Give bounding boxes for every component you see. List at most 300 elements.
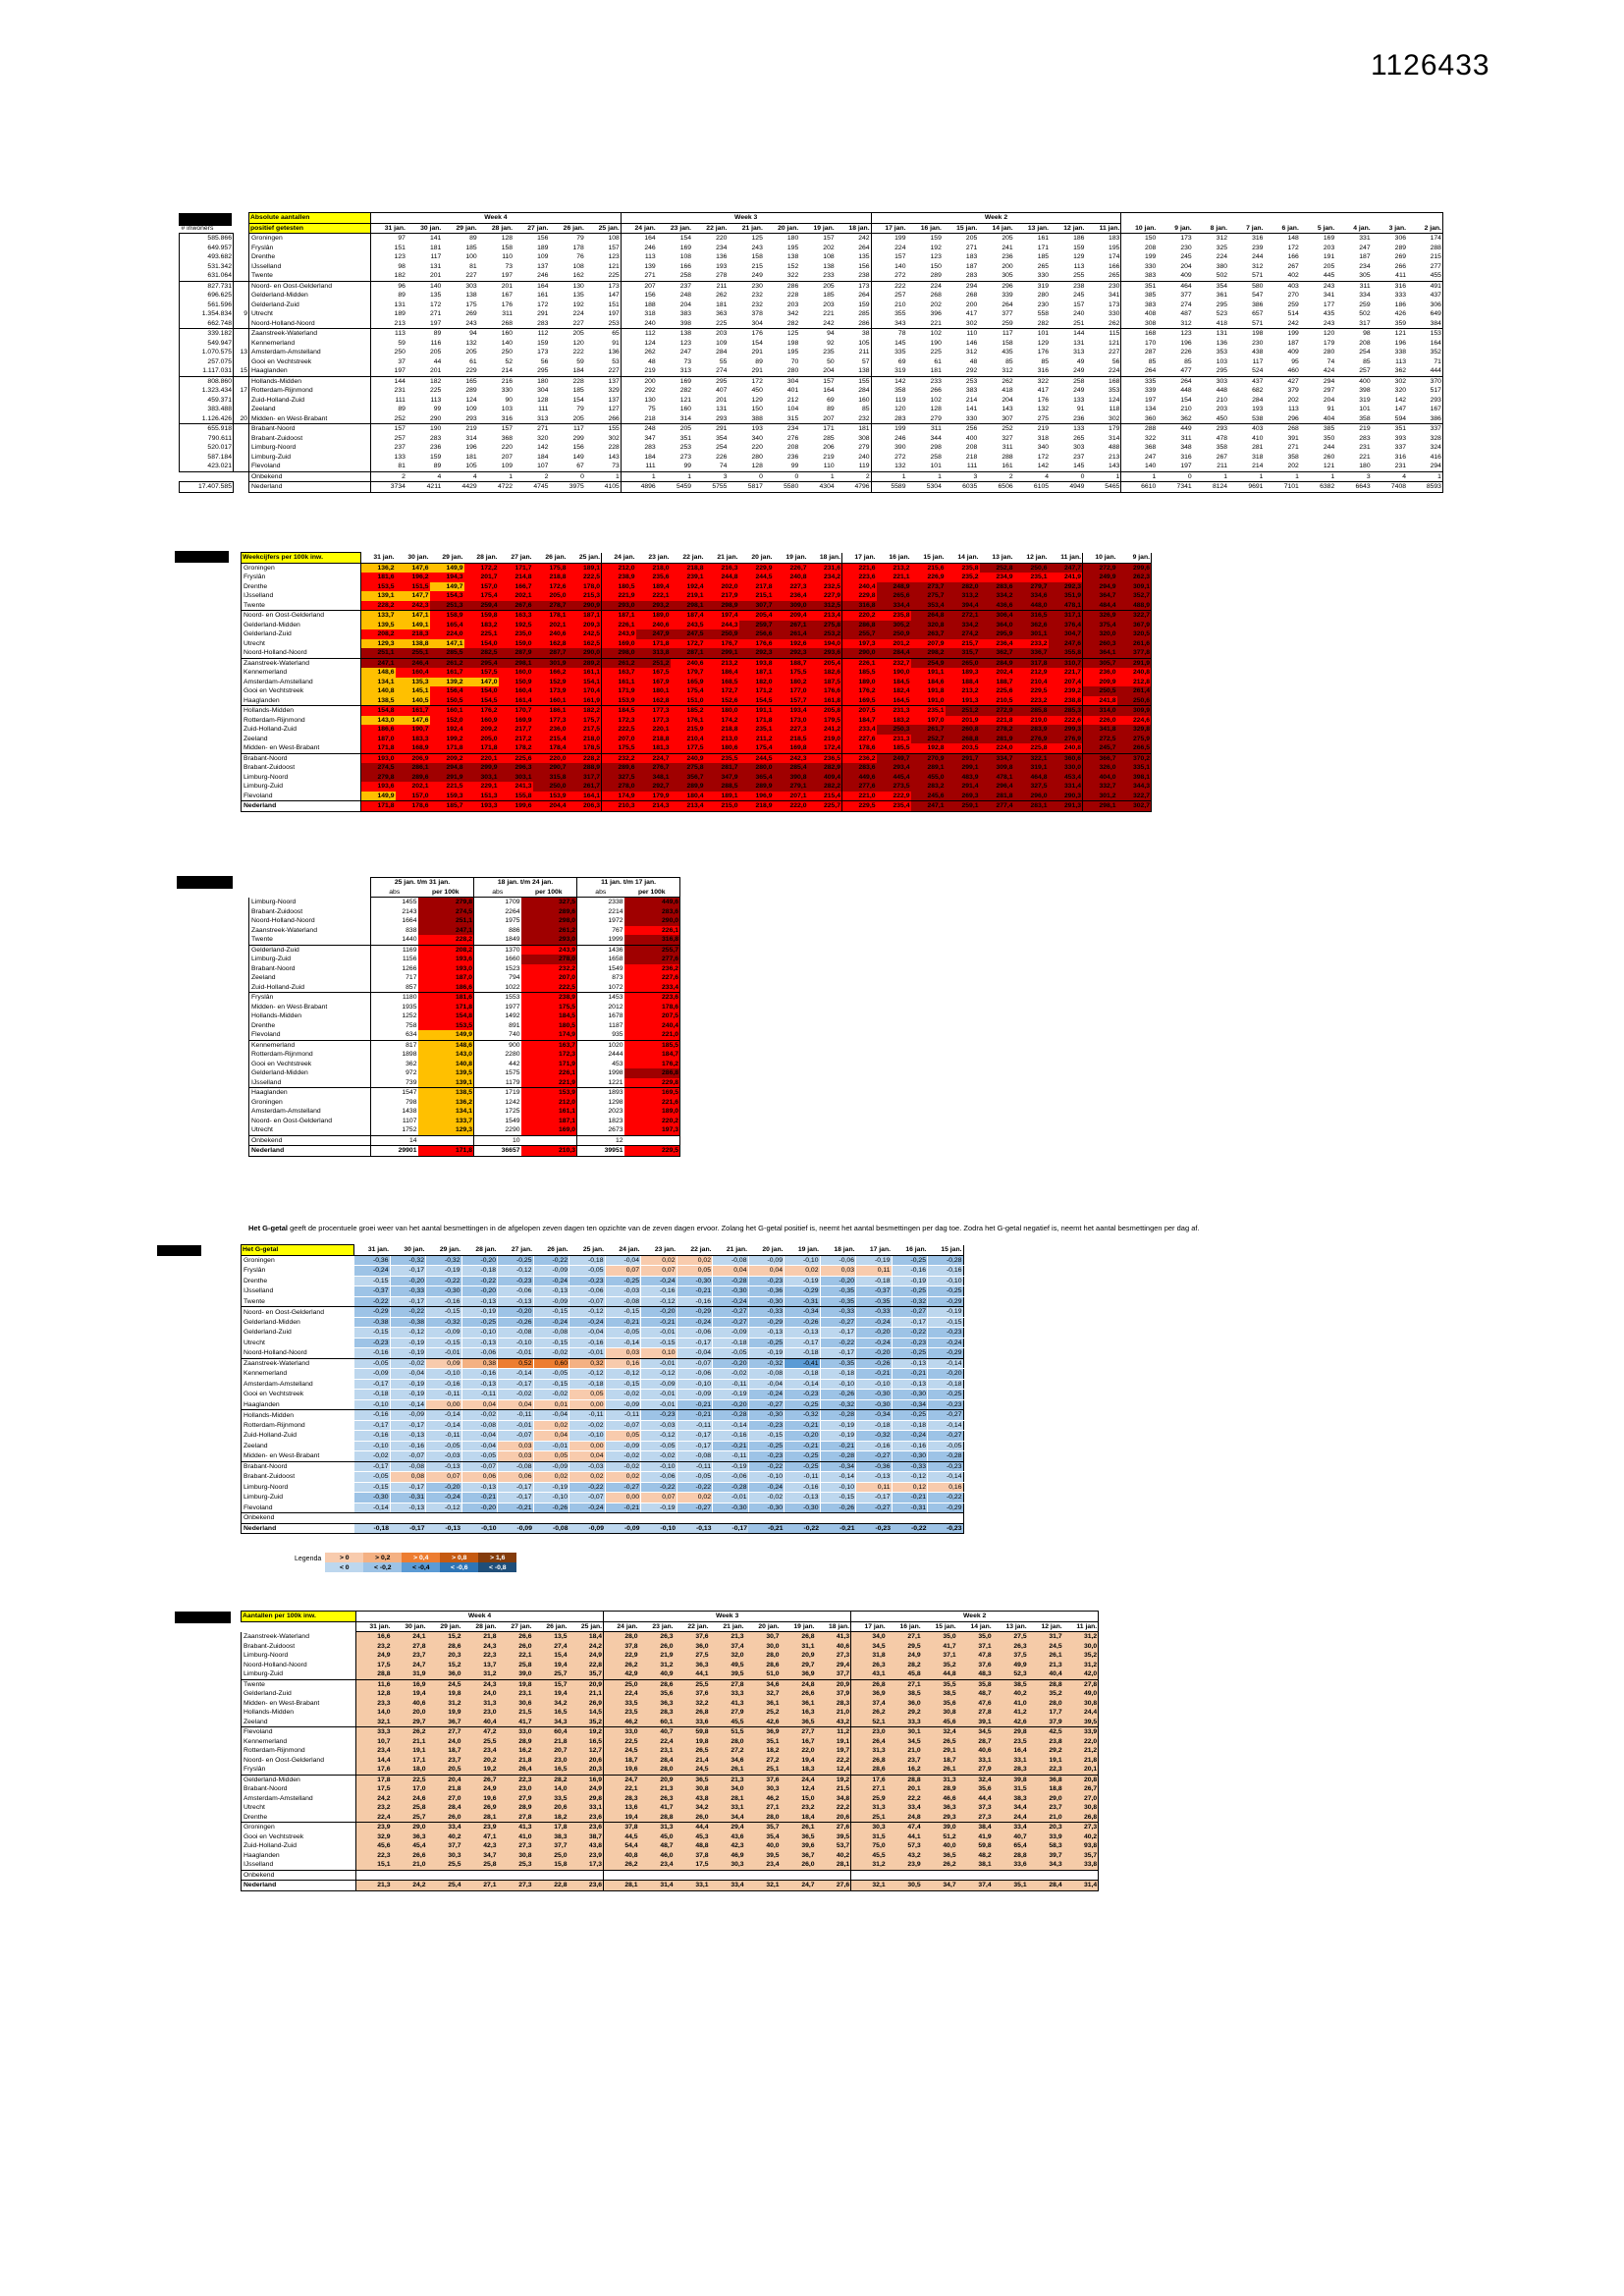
cell: 158 (501, 244, 514, 251)
cell: 243 (1300, 319, 1335, 329)
cell: 15,7 (533, 1679, 568, 1689)
cell: 28,0 (710, 1737, 745, 1747)
date-header: 25 jan. (568, 553, 602, 564)
cell: 27,6 (816, 1823, 851, 1832)
region-label: Zaanstreek-Waterland (249, 926, 371, 936)
cell: 156,4 (430, 686, 464, 696)
cell: 159,3 (430, 792, 464, 801)
cell: 238,9 (602, 573, 636, 582)
cell: 186 (1073, 235, 1085, 243)
date-header: 6 jan. (1264, 223, 1299, 234)
cell: -0,02 (569, 1420, 606, 1431)
cell: 226,7 (774, 563, 808, 573)
cell: 278,2 (980, 725, 1014, 735)
cell: -0,05 (426, 1441, 462, 1451)
cell: 739 (371, 1078, 418, 1088)
cell: 224,6 (1117, 716, 1152, 726)
cell: 216,3 (705, 563, 739, 573)
cell: 157 (1073, 301, 1085, 308)
cell: 283 (943, 271, 978, 281)
cell: 49 (1076, 357, 1085, 365)
row-number (234, 252, 249, 262)
cell: 154,0 (464, 686, 499, 696)
cell: 26,0 (427, 1813, 462, 1823)
cell: -0,22 (533, 1255, 569, 1266)
table-g-getal (241, 1244, 964, 1534)
region-label: Noord-Holland-Noord (249, 319, 371, 329)
cell: 367,9 (1117, 621, 1152, 630)
date-header: 22 jan. (671, 553, 705, 564)
cell: 27,5 (993, 1632, 1028, 1642)
cell: -0,05 (354, 1472, 391, 1483)
cell: 57 (862, 357, 870, 365)
cell: 18,2 (745, 1746, 781, 1756)
region-label: Utrecht (242, 1338, 354, 1348)
region-label: Brabant-Noord (242, 1461, 354, 1472)
cell: -0,21 (677, 1286, 713, 1297)
cell: 32,1 (851, 1881, 887, 1891)
cell: 322 (764, 271, 799, 281)
inwoners-value: 631.064 (180, 271, 234, 281)
cell: 28,8 (1028, 1679, 1063, 1689)
cell: 213,2 (705, 658, 739, 668)
cell: -0,23 (892, 1338, 928, 1348)
cell: 740 (474, 1030, 521, 1040)
cell: 302 (1394, 377, 1407, 385)
cell: 286,1 (396, 763, 430, 773)
cell: -0,20 (461, 1286, 498, 1297)
cell: 316 (1394, 282, 1407, 290)
cell: 221,9 (602, 591, 636, 601)
region-label: Flevoland (242, 1503, 354, 1513)
cell: 24,5 (1028, 1642, 1063, 1652)
cell: 261,7 (568, 782, 602, 792)
cell: -0,12 (498, 1266, 534, 1277)
cell: 52,3 (993, 1669, 1028, 1679)
table-row (242, 1860, 1099, 1870)
cell: 176,6 (808, 686, 842, 696)
cell: -0,06 (713, 1472, 749, 1483)
cell: 0,00 (426, 1399, 462, 1410)
cell: 22,3 (1028, 1765, 1063, 1775)
cell: 23,2 (356, 1642, 392, 1652)
cell: -0,14 (390, 1399, 426, 1410)
cell: 247 (1359, 244, 1371, 251)
cell: 28,4 (639, 1756, 675, 1766)
cell: 215,7 (946, 639, 980, 649)
region-label: Limburg-Noord (242, 1651, 356, 1661)
cell: -0,29 (928, 1348, 964, 1359)
cell: 331,4 (1049, 782, 1083, 792)
cell: -0,19 (928, 1307, 964, 1318)
cell: 319 (1359, 396, 1371, 404)
cell: -0,13 (748, 1328, 785, 1339)
cell: 169,0 (521, 1125, 577, 1135)
cell: 6105 (1014, 482, 1050, 493)
cell: 1 (1121, 471, 1157, 482)
region-label: Zeeland (242, 1441, 354, 1451)
sub-header: per 100k (418, 888, 474, 898)
cell: 144 (1073, 330, 1085, 338)
cell: 209,3 (568, 621, 602, 630)
cell: 29,4 (816, 1661, 851, 1670)
region-label: Kennemerland (249, 1040, 371, 1050)
cell: 193,0 (361, 753, 396, 763)
inwoners-value: 655.918 (180, 424, 234, 434)
cell: 154,1 (568, 678, 602, 687)
cell: 296,0 (1014, 792, 1049, 801)
cell: 218,8 (671, 563, 705, 573)
cell: 130 (621, 396, 656, 406)
sub-header: abs (371, 888, 418, 898)
cell: 42,3 (710, 1841, 745, 1851)
cell: 40,6 (816, 1642, 851, 1652)
cell: 383 (965, 387, 978, 395)
cell: 29,8 (568, 1794, 604, 1804)
cell: 186 (1394, 301, 1407, 308)
cell: 301,9 (533, 658, 568, 668)
cell: -0,22 (748, 1461, 785, 1472)
cell: 199 (1287, 330, 1299, 338)
table-row (180, 366, 1443, 376)
cell: 236,2 (842, 753, 877, 763)
cell: -0,19 (426, 1266, 462, 1277)
inwoners-value: 549.947 (180, 339, 234, 349)
cell: 203 (1216, 406, 1228, 413)
cell: 5304 (906, 482, 942, 493)
cell: 176,2 (624, 1060, 680, 1069)
cell: 227,3 (774, 725, 808, 735)
cell: 21,0 (392, 1860, 427, 1870)
cell: 0,03 (820, 1266, 856, 1277)
cell: 448,0 (1014, 601, 1049, 611)
cell: 271 (621, 271, 656, 281)
cell: 33,1 (675, 1881, 710, 1891)
cell: 20,6 (568, 1756, 604, 1766)
cell: 304 (786, 377, 799, 385)
cell: -0,11 (569, 1410, 606, 1421)
date-header: 27 jan. (514, 223, 549, 234)
cell: 1020 (577, 1040, 624, 1050)
cell: 206,9 (396, 753, 430, 763)
inwoners-value: 1.354.834 (180, 309, 234, 319)
date-header: 21 jan. (728, 223, 763, 234)
cell: 212,0 (521, 1098, 577, 1108)
cell: 218,0 (568, 735, 602, 744)
date-header: 15 jan. (922, 1621, 957, 1632)
cell: 231 (1359, 444, 1371, 452)
cell: 205 (465, 349, 477, 356)
cell: 180,6 (705, 743, 739, 753)
cell: 26,2 (922, 1860, 957, 1870)
cell: -0,04 (569, 1328, 606, 1339)
cell: -0,13 (390, 1431, 426, 1442)
cell: 252 (1001, 425, 1013, 433)
cell: 23,9 (462, 1823, 498, 1832)
cell: 175,4 (671, 686, 705, 696)
cell: 187,4 (671, 611, 705, 621)
date-header: 24 jan. (604, 1621, 639, 1632)
table-row (180, 234, 1443, 244)
cell: 159 (858, 301, 870, 308)
cell: 147,0 (464, 678, 499, 687)
cell: 277,4 (980, 801, 1014, 812)
date-header: 26 jan. (533, 553, 568, 564)
cell: 316 (1014, 366, 1050, 376)
cell: 409 (1287, 349, 1299, 356)
cell: 52 (505, 357, 514, 365)
cell (249, 888, 371, 898)
cell: 172 (537, 301, 549, 308)
cell: 124 (621, 339, 656, 349)
inwoners-value: 808.860 (180, 376, 234, 386)
cell: 212 (786, 396, 799, 404)
cell: 179,9 (636, 792, 671, 801)
cell: -0,08 (533, 1523, 569, 1534)
cell: 24,9 (462, 1784, 498, 1794)
cell (521, 1135, 577, 1146)
cell: 178,1 (533, 611, 568, 621)
cell: 312,5 (808, 601, 842, 611)
cell: -0,01 (641, 1399, 677, 1410)
region-label: Gelderland-Zuid (242, 629, 361, 639)
date-header: 24 jan. (602, 553, 636, 564)
cell: 31,3 (462, 1699, 498, 1709)
cell: 178,6 (396, 801, 430, 812)
cell: -0,27 (605, 1482, 641, 1493)
region-label: Gooi en Vechtstreek (242, 686, 361, 696)
cell: 202 (1287, 396, 1299, 404)
cell: 424 (1300, 366, 1335, 376)
cell: 133,7 (418, 1117, 474, 1126)
cell: 20,4 (427, 1775, 462, 1784)
cell: 1187 (577, 1021, 624, 1031)
cell: 260,8 (946, 725, 980, 735)
cell: 75 (621, 405, 656, 414)
cell: 204 (1180, 262, 1192, 270)
cell: 242,3 (396, 601, 430, 611)
cell: 27,9 (498, 1794, 533, 1804)
table-row (242, 1823, 1099, 1832)
cell: 232 (836, 414, 871, 424)
region-label: Groningen (242, 1255, 354, 1266)
cell: 27,8 (957, 1708, 993, 1718)
cell: 185,5 (877, 743, 911, 753)
cell: 176,2 (842, 686, 877, 696)
row-number (234, 453, 249, 463)
cell: 364,7 (1083, 591, 1117, 601)
cell: 138,8 (396, 639, 430, 649)
cell: 78 (871, 329, 906, 339)
cell: 293,6 (808, 648, 842, 658)
cell: 34,2 (533, 1699, 568, 1709)
cell: 159 (537, 339, 549, 347)
cell: 28,7 (957, 1737, 993, 1747)
cell: 37 (371, 357, 406, 367)
cell: 148,6 (418, 1040, 474, 1050)
cell: 31,3 (922, 1775, 957, 1784)
cell: 230 (1109, 282, 1120, 290)
cell: 214,3 (636, 801, 671, 812)
cell: 233,2 (1014, 639, 1049, 649)
cell: 210,4 (671, 735, 705, 744)
date-header: 27 jan. (498, 1621, 533, 1632)
table-row (242, 1296, 964, 1307)
cell: 316,8 (624, 935, 680, 945)
cell: 174,2 (705, 716, 739, 726)
cell: 175,5 (521, 1003, 577, 1012)
cell: 92 (827, 339, 835, 347)
cell: 362 (1157, 414, 1192, 424)
cell: 25,7 (392, 1813, 427, 1823)
cell: 187 (965, 262, 978, 270)
cell: 36,8 (1028, 1775, 1063, 1784)
cell: -0,28 (928, 1451, 964, 1462)
cell: 558 (1037, 310, 1050, 318)
cell: 37,8 (604, 1642, 639, 1652)
cell: 167 (501, 292, 514, 300)
cell: 175,4 (739, 743, 774, 753)
cell: 270 (1287, 292, 1299, 300)
cell: 205,0 (533, 591, 568, 601)
date-header: 13 jan. (993, 1621, 1028, 1632)
cell: 258 (930, 453, 942, 461)
cell: 450 (1193, 414, 1228, 424)
cell: 256,6 (739, 629, 774, 639)
cell: 152,6 (705, 696, 739, 706)
table-row (242, 686, 1152, 696)
table-row (249, 964, 680, 974)
table-row (180, 414, 1443, 424)
cell: 410 (1252, 434, 1264, 442)
cell: 1549 (577, 964, 624, 974)
table-row (242, 792, 1152, 801)
cell: 237 (371, 443, 406, 453)
cell: -0,08 (748, 1369, 785, 1380)
table-row (242, 1803, 1099, 1813)
cell: 149,9 (418, 1030, 474, 1040)
cell: 26,0 (781, 1860, 816, 1870)
cell: 335 (871, 348, 906, 357)
cell: 227 (1109, 349, 1120, 356)
cell: 210,3 (521, 1146, 577, 1157)
cell: 28,3 (639, 1708, 675, 1718)
cell: 32,1 (745, 1881, 781, 1891)
cell: 1 (657, 471, 692, 482)
cell: 153,9 (602, 696, 636, 706)
cell: -0,04 (677, 1348, 713, 1359)
cell: 141 (429, 235, 442, 243)
cell: 212,0 (602, 563, 636, 573)
cell: 317,1 (1049, 611, 1083, 621)
cell: 426 (1394, 310, 1407, 318)
cell: 303,1 (464, 773, 499, 783)
cell: 171,8 (418, 1003, 474, 1012)
cell: 271 (537, 425, 549, 433)
cell: 131 (1216, 330, 1228, 338)
cell: 27,3 (498, 1881, 533, 1891)
date-header: 28 jan. (462, 1621, 498, 1632)
cell: -0,13 (461, 1379, 498, 1390)
redaction-box-3 (177, 876, 233, 889)
cell: 31,1 (781, 1642, 816, 1652)
table-row (242, 658, 1152, 668)
cell: 202 (1264, 462, 1299, 471)
row-number: 17 (240, 387, 247, 395)
cell: -0,04 (605, 1255, 641, 1266)
cell: -0,05 (677, 1472, 713, 1483)
cell: -0,32 (892, 1296, 928, 1307)
total-label: Nederland (242, 1881, 356, 1891)
table-row (249, 993, 680, 1003)
date-header: 7 jan. (1228, 223, 1264, 234)
cell: 33,4 (710, 1881, 745, 1891)
cell: 4211 (406, 482, 442, 493)
cell: -0,18 (713, 1338, 749, 1348)
region-label: Groningen (249, 1098, 371, 1108)
cell: -0,01 (569, 1348, 606, 1359)
cell: 161,4 (499, 696, 533, 706)
cell: 1 (906, 471, 942, 482)
cell: 154,3 (430, 591, 464, 601)
legend-negative: < -0,6 (440, 1562, 478, 1572)
cell: 28,6 (639, 1679, 675, 1689)
region-label: Midden- en West-Brabant (242, 743, 361, 753)
cell: 240 (1073, 310, 1085, 318)
cell: 17,8 (356, 1775, 392, 1784)
cell: -0,05 (533, 1369, 569, 1380)
cell: 85 (1121, 357, 1157, 367)
region-label: Hollands-Midden (242, 706, 361, 716)
cell: 31,4 (1063, 1881, 1099, 1891)
cell: 1438 (371, 1107, 418, 1117)
cell: -0,03 (426, 1451, 462, 1462)
cell: -0,27 (713, 1307, 749, 1318)
cell: 282,9 (808, 763, 842, 773)
cell: 4896 (621, 482, 656, 493)
cell: 121 (1300, 462, 1335, 471)
cell: 185,7 (430, 801, 464, 812)
cell: 24,9 (356, 1651, 392, 1661)
cell: 22,9 (604, 1651, 639, 1661)
cell: -0,01 (641, 1390, 677, 1400)
cell: 247,1 (911, 801, 946, 812)
cell: 264 (858, 292, 870, 300)
cell: 35,7 (745, 1823, 781, 1832)
cell: 0,38 (461, 1358, 498, 1369)
cell: 295 (514, 366, 549, 376)
cell: 316 (1180, 453, 1192, 461)
g-getal-note-text: geeft de procentuele groei weer van het aantal besmettingen in de afgelopen zeven dagen ten opzichte van de zeven dagen ervoor. Zolang het G-getal positief is, neemt het aantal besmettingen per dag toe. Zodra het G-getal negatief is, neemt het aantal besmettingen per dag af. (288, 1224, 1200, 1232)
cell: -0,20 (713, 1399, 749, 1410)
cell: 22,2 (816, 1756, 851, 1766)
cell: -0,08 (713, 1255, 749, 1266)
cell: 278,0 (602, 782, 636, 792)
cell: 817 (371, 1040, 418, 1050)
cell: -0,11 (713, 1451, 749, 1462)
cell: 202,1 (396, 782, 430, 792)
cell: 221 (823, 310, 835, 318)
cell: -0,19 (390, 1390, 426, 1400)
cell: -0,10 (641, 1523, 677, 1534)
cell: 235,6 (636, 573, 671, 582)
table-row (249, 955, 680, 964)
cell: -0,35 (856, 1296, 893, 1307)
region-label: Zuid-Holland-Zuid (242, 1841, 356, 1851)
cell: 280,0 (739, 763, 774, 773)
cell: 161,8 (808, 696, 842, 706)
cell: 231,6 (808, 563, 842, 573)
